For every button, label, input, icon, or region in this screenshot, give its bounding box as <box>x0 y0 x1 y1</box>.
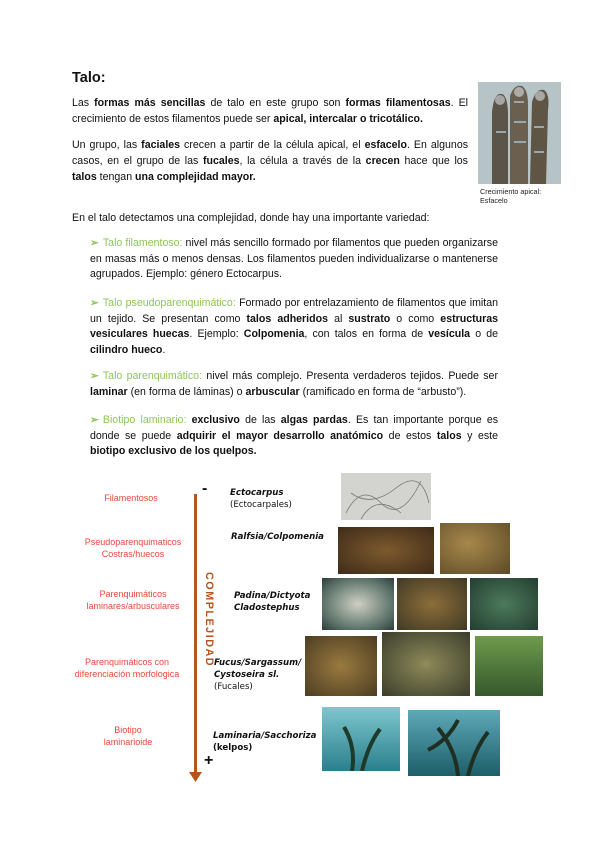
species-ralfsia: Ralfsia/Colpomenia <box>231 532 324 542</box>
arrow-bullet-icon: ➢ <box>90 414 99 426</box>
plus-sign: + <box>204 752 214 769</box>
photo-padina <box>322 578 394 630</box>
arrow-bullet-icon: ➢ <box>90 297 99 309</box>
species-fucus: Fucus/Sargassum/ Cystoseira sl. (Fucales) <box>214 658 302 692</box>
photo-saccorhiza <box>408 710 500 776</box>
photo-colpomenia <box>440 523 510 574</box>
apical-growth-photo <box>478 82 561 184</box>
intro-paragraph: Las formas más sencillas de talo en este grupo son formas filamentosas. El crecimiento de estos filamentos puede ser apical, intercalar o tricotálico. <box>72 97 468 125</box>
complexity-intro: En el talo detectamos una complejidad, donde hay una importante variedad: <box>72 212 430 224</box>
algae-apex-illustration <box>478 82 561 184</box>
photo-ectocarpus <box>341 473 431 520</box>
species-laminaria: Laminaria/Sacchoriza (kelpos) <box>213 731 317 753</box>
photo-cystoseira <box>475 636 543 696</box>
complexity-axis <box>194 494 197 776</box>
photo-cladostephus <box>470 578 538 630</box>
axis-label: COMPLEJIDAD <box>203 572 215 668</box>
minus-sign: - <box>202 480 208 497</box>
species-padina: Padina/Dictyota Cladostephus <box>234 591 311 613</box>
photo-laminaria <box>322 707 400 771</box>
bullet-parenquimatico: ➢ Talo parenquimático: nivel más complejo. Presenta verdaderos tejidos. Puede ser laminar (en forma de láminas) o arbuscular (ramificado en forma de “arbusto”). <box>90 370 498 398</box>
photo-sargassum <box>382 632 470 696</box>
species-ectocarpus: Ectocarpus (Ectocarpales) <box>230 488 292 510</box>
photo-dictyota <box>397 578 467 630</box>
page-title: Talo: <box>72 70 106 86</box>
category-filamentosos: Filamentosos <box>104 493 158 503</box>
category-pseudoparenquimaticos: Pseudoparenquimaticos Costras/huecos <box>84 537 182 559</box>
category-parenquimaticos: Parenquimáticos laminares/arbusculares <box>86 589 180 611</box>
axis-arrowhead-icon <box>189 772 202 782</box>
photo-fucus <box>305 636 377 696</box>
bullet-filamentoso: ➢ Talo filamentoso: nivel más sencillo formado por filamentos que pueden organizarse en masas más o menos densas. Los filamentos pueden individualizarse o mantenerse agrupados. Ejemplo: género Ectocarpus. <box>90 237 498 280</box>
photo-ralfsia <box>338 527 434 574</box>
arrow-bullet-icon: ➢ <box>90 370 99 382</box>
photo-caption: Crecimiento apical: Esfacelo <box>480 187 542 205</box>
bullet-pseudoparenquimatico: ➢ Talo pseudoparenquimático: Formado por entrelazamiento de filamentos que imitan un tejido. Se presentan como talos adheridos al sustrato o como estructuras vesiculares huecas. Ejemplo: Colpomenia, con talos en forma de vesícula o de cilindro hueco. <box>90 297 499 356</box>
category-laminarioide: Biotipo laminarioide <box>103 725 153 747</box>
category-diferenciacion: Parenquimáticos con diferenciación morfologica <box>74 657 180 679</box>
bullet-biotipo-laminario: ➢ Biotipo laminario: exclusivo de las algas pardas. Es tan importante porque es donde se puede adquirir el mayor desarrollo anatómico de estos talos y este biotipo exclusivo de los quelpos. <box>90 414 499 457</box>
faciales-paragraph: Un grupo, las faciales crecen a partir de la célula apical, el esfacelo. En algunos casos, en el grupo de las fucales, la célula a través de la crecen hace que los talos tengan una complejidad mayor. <box>72 139 469 183</box>
arrow-bullet-icon: ➢ <box>90 237 99 249</box>
